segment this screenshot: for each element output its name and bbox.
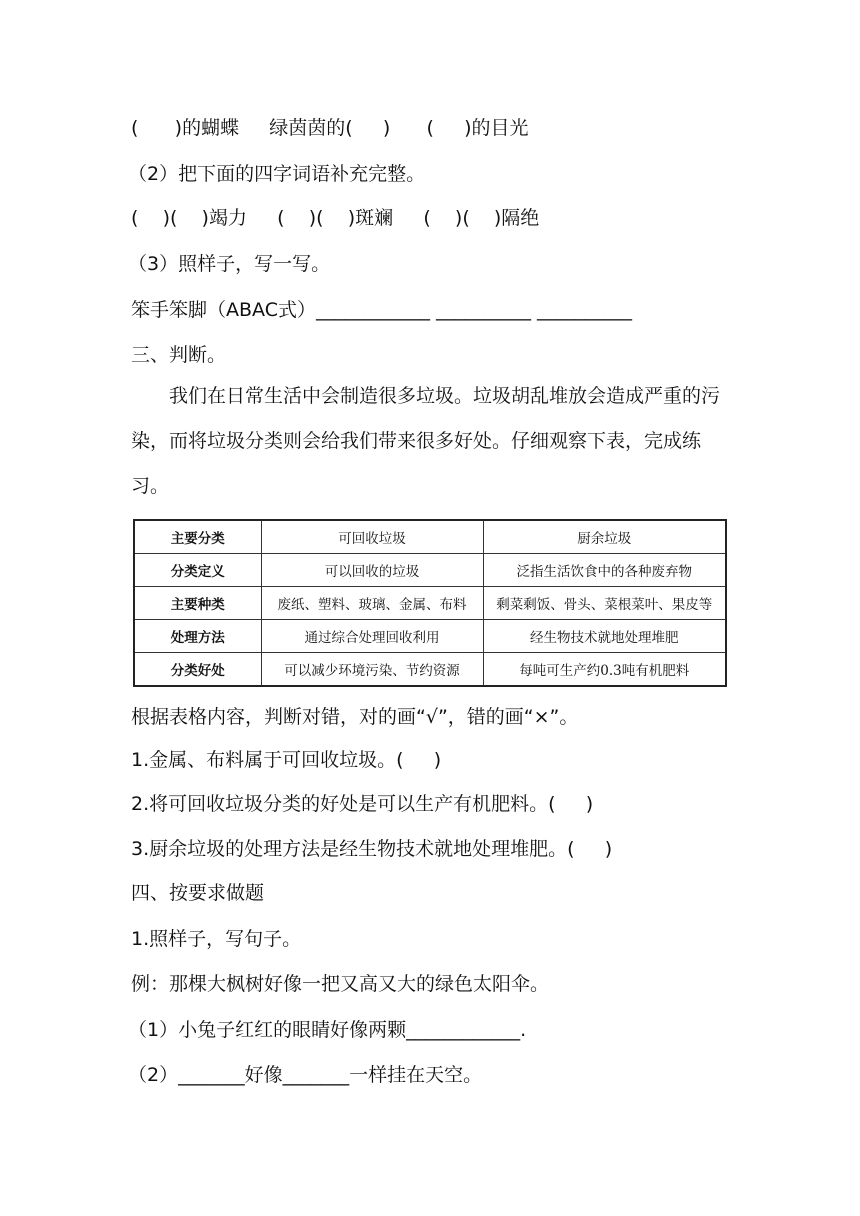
judge-item-2: 2.将可回收垃圾分类的好处是可以生产有机肥料。( )	[131, 793, 594, 815]
table-cell: 厨余垃圾	[483, 520, 726, 554]
row-header-cell: 处理方法	[134, 620, 261, 653]
table-row	[134, 620, 726, 653]
judge-item-3: 3.厨余垃圾的处理方法是经生物技术就地处理堆肥。( )	[131, 838, 613, 860]
fill-sentence-1: （1）小兔子红红的眼睛好像两颗____________.	[128, 1019, 527, 1041]
row-header-cell: 主要种类	[134, 587, 261, 620]
judge-instructions: 根据表格内容，判断对错，对的画“√”，错的画“×”。	[131, 706, 579, 728]
judge-item-1: 1.金属、布料属于可回收垃圾。( )	[131, 749, 442, 771]
section-3-heading: 三、判断。	[131, 344, 227, 366]
table-cell: 经生物技术就地处理堆肥	[483, 620, 726, 653]
table-row	[134, 520, 726, 554]
blank-line-1: ( )的蝴蝶 绿茵茵的( ) ( )的目光	[131, 117, 529, 139]
row-header-cell: 分类好处	[134, 653, 261, 687]
row-header-cell: 分类定义	[134, 554, 261, 587]
fill-sentence-2: （2）_______好像_______一样挂在天空。	[128, 1064, 483, 1086]
abac-example-line: 笨手笨脚（ABAC式）____________ __________ __________	[131, 299, 633, 321]
question-3-heading: （3）照样子，写一写。	[128, 253, 331, 275]
passage-paragraph: 我们在日常生活中会制造很多垃圾。垃圾胡乱堆放会造成严重的污染，而将垃圾分类则会给我们带来很多好处。仔细观察下表，完成练习。	[131, 385, 721, 497]
table-cell: 通过综合处理回收利用	[261, 620, 483, 653]
example-sentence: 例：那棵大枫树好像一把又高又大的绿色太阳伞。	[131, 973, 550, 995]
table-cell: 可回收垃圾	[261, 520, 483, 554]
task-1-heading: 1.照样子，写句子。	[131, 928, 302, 950]
section-4-heading: 四、按要求做题	[131, 882, 265, 904]
table-cell: 剩菜剩饭、骨头、菜根菜叶、果皮等	[483, 587, 726, 620]
row-header-cell: 主要分类	[134, 520, 261, 554]
table-row	[134, 554, 726, 587]
table-row	[134, 587, 726, 620]
question-2-heading: （2）把下面的四字词语补充完整。	[128, 163, 426, 185]
table-cell: 可以减少环境污染、节约资源	[261, 653, 483, 687]
table-cell: 每吨可生产约0.3吨有机肥料	[483, 653, 726, 687]
blank-line-idioms: ( )( )竭力 ( )( )斑斓 ( )( )隔绝	[131, 207, 540, 229]
waste-classification-table	[133, 519, 727, 687]
table-cell: 泛指生活饮食中的各种废弃物	[483, 554, 726, 587]
table-row	[134, 653, 726, 687]
table-cell: 可以回收的垃圾	[261, 554, 483, 587]
table-cell: 废纸、塑料、玻璃、金属、布料	[261, 587, 483, 620]
